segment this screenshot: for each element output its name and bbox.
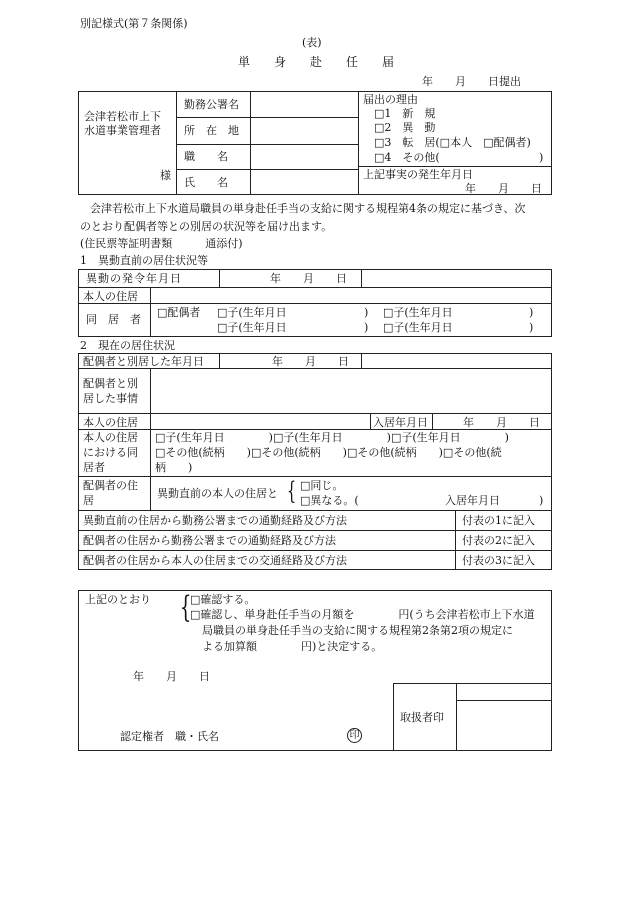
current-cohab-children[interactable]: □子(生年月日 )□子(生年月日 )□子(生年月日 ) <box>155 431 509 444</box>
org-line-2: 水道事業管理者 <box>84 124 161 137</box>
current-cohab-label-2: における同 <box>83 446 138 459</box>
person-name-label: 氏 名 <box>184 176 228 189</box>
move-order-date-value: 年 月 日 <box>270 272 347 285</box>
spouse-residence-text: 異動直前の本人の住居と <box>157 487 278 500</box>
office-name-label: 勤務公署名 <box>184 98 239 111</box>
route3-value: 付表の3に記入 <box>462 554 535 567</box>
authority-label: 認定権者 職・氏名 <box>120 730 219 743</box>
prior-child-1[interactable]: □子(生年月日 <box>217 306 287 319</box>
prior-child-2-close: ) <box>529 306 534 319</box>
route2-value: 付表の2に記入 <box>462 534 535 547</box>
section1-heading: 1 異動直前の居住状況等 <box>80 254 208 267</box>
brace-icon: { <box>287 477 297 505</box>
current-cohab-others[interactable]: □その他(続柄 )□その他(続柄 )□その他(続柄 )□その他(続 <box>155 446 502 459</box>
prior-spouse-option[interactable]: □配偶者 <box>157 306 201 319</box>
prior-child-2[interactable]: □子(生年月日 <box>383 306 453 319</box>
prior-child-1-close: ) <box>364 306 369 319</box>
reason-other-close: ) <box>539 151 544 164</box>
separation-date-value: 年 月 日 <box>272 355 349 368</box>
org-line-1: 会津若松市上下 <box>84 110 161 123</box>
move-order-date-label: 異動の発令年月日 <box>86 272 182 285</box>
reason-transfer[interactable]: □2 異 動 <box>374 121 436 134</box>
intro-line-2: のとおり配偶者等との別居の状況等を届け出ます。 <box>80 220 333 233</box>
occurrence-date-label: 上記事実の発生年月日 <box>363 168 473 181</box>
occurrence-date-value: 年 月 日 <box>465 182 542 195</box>
prior-child-4-close: ) <box>529 321 534 334</box>
approve-amount-option[interactable]: □確認し、単身赴任手当の月額を 円(うち会津若松市上下水道 <box>190 608 535 621</box>
approve-amount-line-3: よる加算額 円)と決定する。 <box>202 640 383 653</box>
route1-label: 異動直前の住居から勤務公署までの通勤経路及び方法 <box>83 514 347 527</box>
reason-other[interactable]: □4 その他( <box>374 151 440 164</box>
move-in-date-label: 入居年月日 <box>373 416 428 429</box>
approve-amount-line-2: 局職員の単身赴任手当の支給に関する規程第2条第2項の規定に <box>202 624 513 637</box>
post-title-label: 職 名 <box>184 150 228 163</box>
current-cohab-label-3: 居者 <box>83 461 105 474</box>
office-address-label: 所 在 地 <box>184 124 239 137</box>
section2-heading: 2 現在の居住状況 <box>80 339 175 352</box>
prior-cohabitant-label: 同 居 者 <box>86 313 141 326</box>
current-residence-label: 本人の住居 <box>83 416 138 429</box>
separation-reason-label-2: 居した事情 <box>83 392 138 405</box>
reason-new[interactable]: □1 新 規 <box>374 107 436 120</box>
attachment-note: (住民票等証明書類 通添付) <box>80 237 243 250</box>
different-residence-option[interactable]: □異なる。( <box>300 494 359 507</box>
approve-option[interactable]: □確認する。 <box>190 593 256 606</box>
prior-child-3[interactable]: □子(生年月日 <box>217 321 287 334</box>
form-title: 単 身 赴 任 届 <box>238 55 401 69</box>
move-in-date-value: 年 月 日 <box>463 416 540 429</box>
separation-reason-label-1: 配偶者と別 <box>83 377 138 390</box>
spouse-residence-label-1: 配偶者の住 <box>83 479 138 492</box>
route1-value: 付表の1に記入 <box>462 514 535 527</box>
same-residence-option[interactable]: □同じ。 <box>300 479 344 492</box>
route3-label: 配偶者の住居から本人の住居までの交通経路及び方法 <box>83 554 347 567</box>
approval-label: 上記のとおり <box>85 593 151 606</box>
intro-line-1: 会津若松市上下水道局職員の単身赴任手当の支給に関する規程第4条の規定に基づき、次 <box>90 202 526 215</box>
route2-label: 配偶者の住居から勤務公署までの通勤経路及び方法 <box>83 534 336 547</box>
seal-mark: 印 <box>347 728 362 743</box>
front-side-label: (表) <box>302 36 322 49</box>
reason-heading: 届出の理由 <box>363 93 418 106</box>
form-number: 別記様式(第７条関係) <box>80 17 188 30</box>
honorific-sama: 様 <box>160 169 171 182</box>
separation-date-label: 配偶者と別居した年月日 <box>83 355 204 368</box>
handler-seal-label: 取扱者印 <box>400 711 444 724</box>
prior-residence-label: 本人の住居 <box>83 290 138 303</box>
prior-child-3-close: ) <box>364 321 369 334</box>
current-cohab-label-1: 本人の住居 <box>83 431 138 444</box>
submission-date: 年 月 日提出 <box>422 75 521 88</box>
prior-child-4[interactable]: □子(生年月日 <box>383 321 453 334</box>
approval-date: 年 月 日 <box>133 670 210 683</box>
current-cohab-others-cont: 柄 ) <box>155 461 193 474</box>
brace-icon-approval: { <box>179 590 192 625</box>
different-close: ) <box>539 494 544 507</box>
spouse-residence-label-2: 居 <box>83 494 94 507</box>
different-move-in-label: 入居年月日 <box>445 494 500 507</box>
reason-relocation[interactable]: □3 転 居(□本人 □配偶者) <box>374 136 531 149</box>
